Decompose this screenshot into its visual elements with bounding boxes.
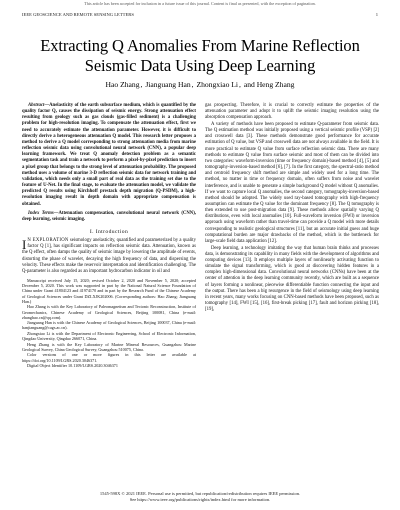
- index-terms: [22, 211, 196, 223]
- index-terms-text: Attenuation compensation, convolutional neural network (CNN), deep learning, seismic imaging.: [22, 210, 196, 222]
- footnote: Heng Zhang is with the Key Laboratory of Marine Mineral Resources, Guangzhou Marine Geological Survey, China Geological Survey, Guangzhou 510075, China.: [22, 341, 196, 352]
- body-paragraph: gas prospecting. Therefore, it is crucial to correctly estimate the properties of the attenuation parameter and adopt it to uplift the seismic imaging resolution using the absorption compensation approach.: [205, 103, 379, 121]
- author-list: Hao Zhang, Jianguang Han, Zhongxiao Li, and Heng Zhang: [105, 80, 295, 89]
- running-header: [22, 12, 378, 18]
- author: Zhongxiao Li: [196, 80, 239, 89]
- journal-name: IEEE GEOSCIENCE AND REMOTE SENSING LETTERS: [22, 12, 134, 17]
- author: and Heng Zhang: [243, 80, 295, 89]
- footnotes: [22, 278, 196, 368]
- intro-text: seismology anelasticity, quantified and parameterized by a quality factor Q [1], has significant impacts on reflection seismic data. Attenuation, known as the Q effect, often damps the quality of seismic image by lowering the amplitude of events, distorting the phase of wavelet, decaying the high frequency of data, and dispersing the velocity. These effects make the reservoir interpretation and identification challenging. The Q-parameter is also regarded as an important hydrocarbon indicator in oil and: [22, 238, 196, 274]
- footnote: Zhongxiao Li is with the Department of Electronic Engineering, School of Electronic Information, Qingdao University, Qingdao 266071, China.: [22, 330, 196, 342]
- index-terms-label: Index Terms—: [28, 210, 59, 216]
- section-heading: I. Introduction: [89, 228, 129, 235]
- footnote: Digital Object Identifier 10.1109/LGRS.2020.3046371: [27, 363, 118, 369]
- acceptance-notice: This article has been accepted for inclusion in a future issue of this journal. Content is final as presented, with the exception of pagination.: [84, 1, 316, 6]
- copyright-line: 1545-598X © 2021 IEEE. Personal use is permitted, but republication/redistribution requires IEEE permission.: [99, 491, 301, 496]
- abstract-label: Abstract—: [28, 103, 50, 108]
- body-paragraph: A variety of methods have been proposed to estimate Q-parameter from seismic data. The Q estimation method was initially proposed using a vertical seismic profile (VSP) [2] and crosswell data [3]. These methods demonstrate good performance for accurate estimation of Q value, but VSP and crosswell data are not always available in the field. It is more practical to estimate Q value from surface reflection seismic data. There are many methods to estimate Q value from surface seismic and most of them can be divided into two categories: waveform-inversion (time or frequency domain)-based method [4], [5] and tomography-inversion-based method [6], [7]. In the first category, the spectral-ratio method and centroid frequency shift method are simple and widely used for a long time. The method, no matter in time or frequency domain, often suffers from noise and wavelet interference, and is unable to generate a simple background Q model without Q anomalies. If we want to capture local Q anomalies, the second category, tomography-inversion-based method should be adopted. The widely used ray-based tomography with high-frequency assumption can estimate the Q value for the dominant frequency [8]. The Q tomography is then extended to use post-migration data [9]. These methods allow spatially varying Q distributions, even with local anomalies [10]. Full-waveform inversion (FWI) or inversion approach using waveform rather than travel-time can provide a Q model with more details corresponding to realistic geological structures [11], but an accurate initial guess and huge computational burden are major drawbacks of the method, which is the bottleneck for large-scale field data application [12].: [205, 121, 379, 244]
- body-paragraph: Deep learning, a technology imitating the way that human brain thinks and processes data, is demonstrating its capability in many fields with the development of algorithms and computing devices [13]. It employs multiple layers of nonlinearly activating function to simulate the signal transforming, which is good at discovering hidden features in a complex high-dimensional data. Convolutional neural networks (CNNs) have been at the center of attention in the deep learning community recently, which are built as a sequence of layers forming a nonlinear, piecewise differentiable function connecting the input and the output. There has been a big resurgence in the field of seismology using deep learning in recent years, many works focusing on CNN-based methods have been proposed, such as tomography [14], FWI [15], [16], first-break picking [17], fault and horizon picking [18], [19],: [205, 245, 379, 313]
- page-number: 1: [375, 12, 378, 17]
- paper-title: [20, 36, 380, 76]
- abstract-text: Anelasticity of the earth subsurface medium, which is quantified by the quality factor Q, causes the dissipation of seismic energy. Strong attenuation effect resulting from geology such as gas clouds (gas-filled sediment) is a challenging problem for high-resolution imaging. To compensate the attenuation effect, first we need to accurately estimate the attenuation parameter. However, it is difficult to directly derive a heterogeneous attenuation Q model. This research letter proposes a method to derive a Q model corresponding to strong attenuation media from marine reflection seismic data using convolutional neural network (CNN), a popular deep learning framework. We treat Q anomaly detection problem as a semantic segmentation task and train a network to perform a pixel-by-pixel prediction to insert a pixel group that belongs to the strong level of attenuation probability. The proposed method uses a volume of marine 3-D reflection seismic data for network training and validation, which needs only a small part of real data as the training set due to the feature of U-Net. In the final stage, to evaluate the attenuation model, we validate the predicted Q results using Kirchhoff prestack depth migration (Q-PSDM), a high-resolution imaging result in depth domain with appropriate compensation is obtained.: [22, 103, 196, 207]
- title-line: Seismic Data Using Deep Learning: [84, 56, 316, 75]
- intro-first-word: N EXPLORATION: [27, 238, 69, 244]
- abstract: [22, 103, 196, 208]
- author: Hao Zhang: [105, 80, 140, 89]
- copyright-footer: [0, 491, 400, 502]
- footnote: Color versions of one or more figures in this letter are available at https://doi.org/10.1109/LGRS.2020.3046371.: [22, 352, 196, 363]
- permissions-line: See https://www.ieee.org/publications/rights/index.html for more information.: [129, 496, 271, 502]
- right-column: [205, 103, 379, 314]
- left-column: [22, 103, 196, 369]
- intro-paragraph: [22, 238, 196, 275]
- footnote: Hao Zhang is with the Key Laboratory of Paleomagnetism and Tectonic Reconstruction, Institute of Geomechanics, Chinese Academy of Geological Sciences, Beijing 100081, China (e-mail: zhanghao.cn@qq.com).: [22, 304, 196, 320]
- drop-cap: I: [22, 237, 27, 253]
- footnote: Jianguang Han is with the Chinese Academy of Geological Sciences, Beijing 100037, China (e-mail: hanjianguang@cags.ac.cn).: [22, 320, 196, 331]
- footnote: Manuscript received July 15, 2020; revised October 2, 2020 and November 5, 2020; accepted December 5, 2020. This work was supported in part by the National Natural Science Foundation of China under Grant 41804123 and 41974170 and in part by the Research Fund of the Chinese Academy of Geological Sciences under Grant DZLXJK202006. (Corresponding authors: Hao Zhang; Jianguang Han.): [22, 278, 196, 304]
- author: Jianguang Han: [145, 80, 191, 89]
- title-line: Extracting Q Anomalies From Marine Reflection: [40, 36, 360, 55]
